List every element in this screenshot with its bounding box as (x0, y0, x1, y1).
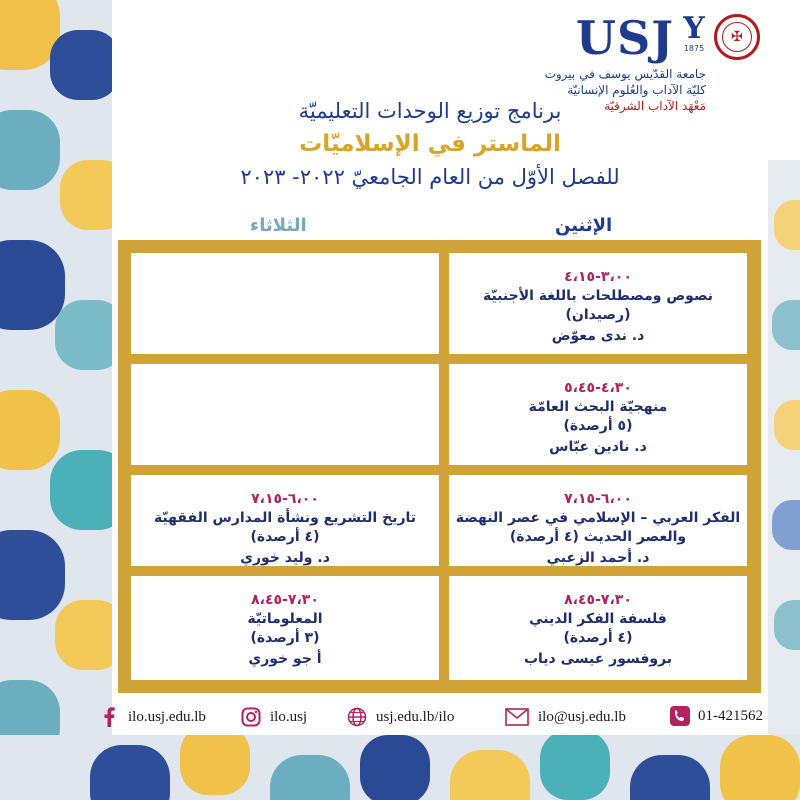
course-credits: (٣ أرصدة) (250, 630, 320, 646)
course-credits: (٤ أرصدة) (563, 630, 633, 646)
schedule-cell-monday-3 (449, 475, 747, 566)
session-time: ٣،٠٠-٤،١٥ (564, 269, 632, 285)
program-title: برنامج توزيع الوحدات التعليميّة (298, 99, 562, 123)
master-title: الماستر في الإسلاميّات (299, 131, 561, 157)
university-name: جامعة القدّيس يوسف في بيروت (544, 67, 706, 81)
semester-title: للفصل الأوّل من العام الجامعيّ ٢٠٢٢- ٢٠٢٣ (240, 165, 620, 189)
decorative-pattern-left (0, 0, 112, 800)
course-name: المعلوماتيّة (247, 611, 323, 627)
schedule-cell-tuesday-4 (131, 576, 439, 680)
website-contact[interactable] (346, 706, 454, 728)
schedule-cell-tuesday-2 (131, 364, 439, 465)
course-credits: (٥ أرصدة) (563, 418, 633, 434)
founding-year: 1875 (683, 44, 705, 53)
course-name: تاريخ التشريع ونشأة المدارس الفقهيّة (153, 510, 417, 526)
website-url: usj.edu.lb/ilo (376, 708, 455, 725)
phone-icon (670, 706, 690, 726)
facebook-icon (98, 706, 120, 728)
usj-emblem-glyph: Y (683, 11, 705, 46)
instructor-name: د. ندى معوّض (551, 328, 645, 344)
instructor-name: د. وليد خوري (240, 550, 330, 566)
facebook-contact[interactable] (98, 706, 206, 728)
schedule-cell-monday-2 (449, 364, 747, 465)
schedule-cell-tuesday-1 (131, 253, 439, 354)
course-name: نصوص ومصطلحات باللغة الأجنبيّة (482, 288, 714, 304)
course-name: منهجيّة البحث العامّة (528, 399, 668, 415)
phone-number: 01-421562 (698, 707, 763, 724)
session-time: ٧،٣٠-٨،٤٥ (564, 592, 632, 608)
contact-footer (0, 700, 800, 732)
instagram-handle: ilo.usj (270, 708, 308, 725)
instructor-name: د. أحمد الزعبي (546, 550, 650, 566)
instructor-name: بروفسور عيسى دياب (523, 651, 673, 667)
session-time: ٦،٠٠-٧،١٥ (251, 491, 319, 507)
course-name: الفكر العربي – الإسلامي في عصر النهضة (455, 510, 741, 526)
instructor-name: د. نادين عبّاس (549, 439, 647, 455)
phone-contact[interactable] (670, 706, 763, 726)
instagram-contact[interactable] (240, 706, 307, 728)
schedule-cell-monday-4 (449, 576, 747, 680)
session-time: ٧،٣٠-٨،٤٥ (251, 592, 319, 608)
day-header-tuesday: الثلاثاء (250, 215, 307, 236)
email-icon (504, 706, 530, 728)
usj-wordmark: USJ (575, 11, 674, 65)
globe-icon (346, 706, 368, 728)
session-time: ٤،٣٠-٥،٤٥ (564, 380, 632, 396)
email-address: ilo@usj.edu.lb (538, 708, 626, 725)
email-contact[interactable] (504, 706, 626, 728)
facebook-handle: ilo.usj.edu.lb (128, 708, 206, 725)
course-credits: والعصر الحديث (٤ أرصدة) (509, 529, 687, 545)
schedule-table (118, 240, 761, 693)
decorative-pattern-bottom (0, 735, 800, 800)
faculty-name: كليّة الآداب والعُلوم الإنسانيّة (567, 83, 706, 97)
institute-name: مَعْهَد الآداب الشرقيّة (604, 99, 706, 113)
instagram-icon (240, 706, 262, 728)
decorative-pattern-right (768, 160, 800, 735)
instructor-name: أ جو خوري (248, 651, 322, 667)
course-name: فلسفة الفكر الديني (529, 611, 667, 627)
schedule-cell-tuesday-3 (131, 475, 439, 566)
page-title-block (150, 95, 710, 193)
usj-emblem (680, 11, 708, 58)
day-header-monday: الإثنين (555, 215, 613, 236)
seal-center: ✠ (722, 22, 752, 52)
content-panel-top-right (768, 0, 800, 160)
schedule-cell-monday-1 (449, 253, 747, 354)
university-seal-icon (714, 14, 760, 60)
course-credits: (٤ أرصدة) (250, 529, 320, 545)
course-credits: (رصيدان) (565, 307, 631, 323)
session-time: ٦،٠٠-٧،١٥ (564, 491, 632, 507)
